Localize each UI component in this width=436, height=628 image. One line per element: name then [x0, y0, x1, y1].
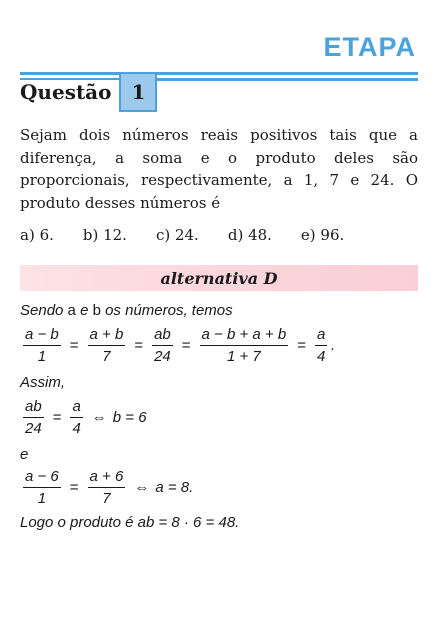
- equals-sign: =: [297, 337, 306, 354]
- iff-symbol: ⇔: [134, 479, 150, 496]
- assim-text: Assim,: [20, 374, 65, 391]
- period: .: [330, 337, 335, 354]
- equals-sign: =: [181, 337, 191, 354]
- intro-var-a: a: [67, 302, 76, 319]
- solution-intro: [20, 302, 233, 319]
- alternatives-list: [20, 226, 418, 244]
- intro-text-e: e: [80, 302, 89, 319]
- fraction: $\frac{a - 6}{1}$: [25, 468, 59, 507]
- equation-2: [20, 398, 147, 437]
- equals-sign: =: [134, 337, 144, 354]
- brand-logo: ETAPA: [323, 32, 416, 62]
- intro-text-2: os números, temos: [105, 302, 233, 319]
- equals-sign: =: [69, 337, 79, 354]
- result-a: a = 8.: [155, 479, 194, 496]
- equals-sign: =: [69, 479, 79, 496]
- equals-sign: =: [52, 409, 62, 426]
- e-text: e: [20, 446, 29, 463]
- question-header: [20, 72, 157, 112]
- alternative-b: b) 12.: [82, 226, 127, 244]
- answer-banner: [20, 265, 418, 291]
- equation-1: [20, 326, 334, 365]
- intro-var-b: b: [92, 302, 101, 319]
- question-statement: Sejam dois números reais positivos tais que a diferença, a soma e o produto deles são proporcionais, respectivamente, a 1, 7 e 24. O produto desses números é: [20, 126, 418, 212]
- alternative-e: e) 96.: [300, 226, 345, 244]
- fraction: $\frac{ab}{24}$: [25, 398, 42, 437]
- fraction: $\frac{a - b + a + b}{1 + 7}$: [201, 326, 287, 365]
- question-number: 1: [119, 72, 157, 112]
- question-label: Questão: [20, 80, 119, 104]
- conclusion: Logo o produto é ab = 8 · 6 = 48.: [20, 514, 240, 531]
- fraction: $\frac{a}{4}$: [316, 326, 326, 365]
- fraction: $\frac{a - b}{1}$: [25, 326, 59, 365]
- answer-banner-text: alternativa D: [160, 268, 278, 288]
- intro-text-1: Sendo: [20, 302, 64, 319]
- fraction: $\frac{a}{4}$: [72, 398, 81, 437]
- fraction: $\frac{ab}{24}$: [154, 326, 171, 365]
- equation-3: [20, 468, 193, 507]
- iff-symbol: ⇔: [91, 409, 107, 426]
- alternative-d: d) 48.: [227, 226, 272, 244]
- fraction: $\frac{a + 6}{7}$: [89, 468, 124, 507]
- alternative-c: c) 24.: [155, 226, 199, 244]
- fraction: $\frac{a + b}{7}$: [89, 326, 124, 365]
- alternative-a: a) 6.: [20, 226, 54, 244]
- result-b: b = 6: [112, 409, 147, 426]
